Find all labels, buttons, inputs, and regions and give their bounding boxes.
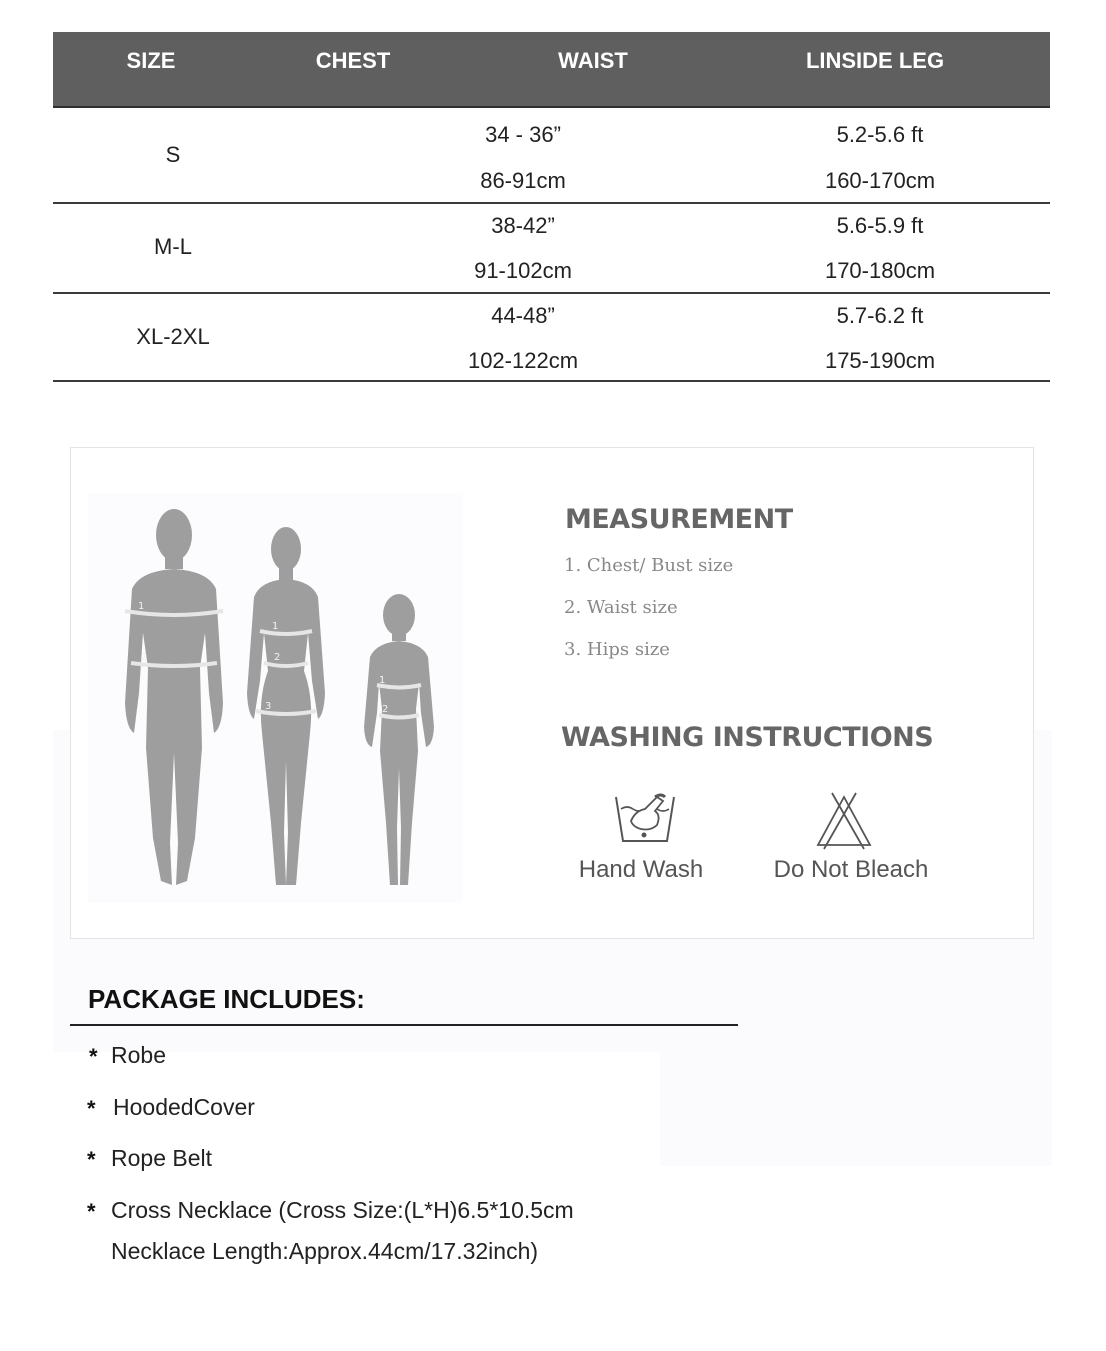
background-shade xyxy=(660,1052,1052,1166)
woman-mark-3: 3 xyxy=(265,701,272,712)
size-cell: XL-2XL xyxy=(136,324,210,349)
woman-mark-2: 2 xyxy=(274,652,281,663)
bullet-marker: * xyxy=(89,1044,98,1069)
leg-ft-cell: 5.2-5.6 ft xyxy=(836,122,924,147)
bullet-marker: * xyxy=(87,1199,96,1224)
measurement-item: 2. Waist size xyxy=(564,597,678,618)
header-chest: CHEST xyxy=(315,48,391,73)
measurement-item: 1. Chest/ Bust size xyxy=(564,555,734,576)
package-item: HoodedCover xyxy=(113,1094,255,1120)
package-item-continuation: Necklace Length:Approx.44cm/17.32inch) xyxy=(111,1238,539,1264)
table-row xyxy=(53,204,1050,294)
woman-silhouette xyxy=(247,527,325,885)
size-cell: S xyxy=(165,142,181,167)
body-silhouettes xyxy=(88,493,463,903)
body-figures-illustration xyxy=(88,493,463,903)
package-item: Cross Necklace (Cross Size:(L*H)6.5*10.5cm xyxy=(111,1197,574,1223)
waist-cm-cell: 91-102cm xyxy=(474,258,572,283)
size-chart-table xyxy=(53,32,1050,382)
leg-ft-cell: 5.6-5.9 ft xyxy=(836,213,924,238)
bullet-marker: * xyxy=(87,1147,96,1172)
waist-inches-cell: 38-42” xyxy=(491,213,555,238)
hand-wash-icon xyxy=(613,791,677,847)
child-silhouette xyxy=(364,594,434,885)
leg-cm-cell: 160-170cm xyxy=(824,168,936,193)
leg-cm-cell: 170-180cm xyxy=(824,258,936,283)
table-header xyxy=(53,32,1050,108)
washing-heading: WASHING INSTRUCTIONS xyxy=(561,722,934,753)
woman-mark-1: 1 xyxy=(272,621,279,632)
measurement-item: 3. Hips size xyxy=(564,639,670,660)
measurement-heading: MEASUREMENT xyxy=(565,504,793,535)
man-silhouette xyxy=(125,509,223,885)
bullet-marker: * xyxy=(87,1096,96,1121)
package-heading: PACKAGE INCLUDES: xyxy=(88,984,365,1014)
child-mark-1: 1 xyxy=(379,675,386,686)
measurement-panel xyxy=(70,447,1034,939)
package-divider xyxy=(70,1024,738,1026)
man-mark-2: 2 xyxy=(141,652,148,663)
man-mark-1: 1 xyxy=(138,601,145,612)
package-item: Rope Belt xyxy=(111,1145,213,1171)
waist-inches-cell: 44-48” xyxy=(491,303,555,328)
table-row xyxy=(53,294,1050,382)
header-size: SIZE xyxy=(126,48,176,73)
waist-cm-cell: 86-91cm xyxy=(480,168,566,193)
header-inside-leg: LINSIDE LEG xyxy=(805,48,945,73)
leg-cm-cell: 175-190cm xyxy=(824,348,936,373)
header-waist: WAIST xyxy=(558,48,628,73)
do-not-bleach-icon xyxy=(814,791,874,851)
child-mark-2: 2 xyxy=(382,704,389,715)
leg-ft-cell: 5.7-6.2 ft xyxy=(836,303,924,328)
do-not-bleach-label: Do Not Bleach xyxy=(773,856,929,883)
table-row xyxy=(53,108,1050,204)
waist-cm-cell: 102-122cm xyxy=(467,348,579,373)
size-cell: M-L xyxy=(154,234,192,259)
hand-wash-label: Hand Wash xyxy=(578,856,704,883)
waist-inches-cell: 34 - 36” xyxy=(485,122,561,147)
package-item: Robe xyxy=(111,1042,166,1068)
